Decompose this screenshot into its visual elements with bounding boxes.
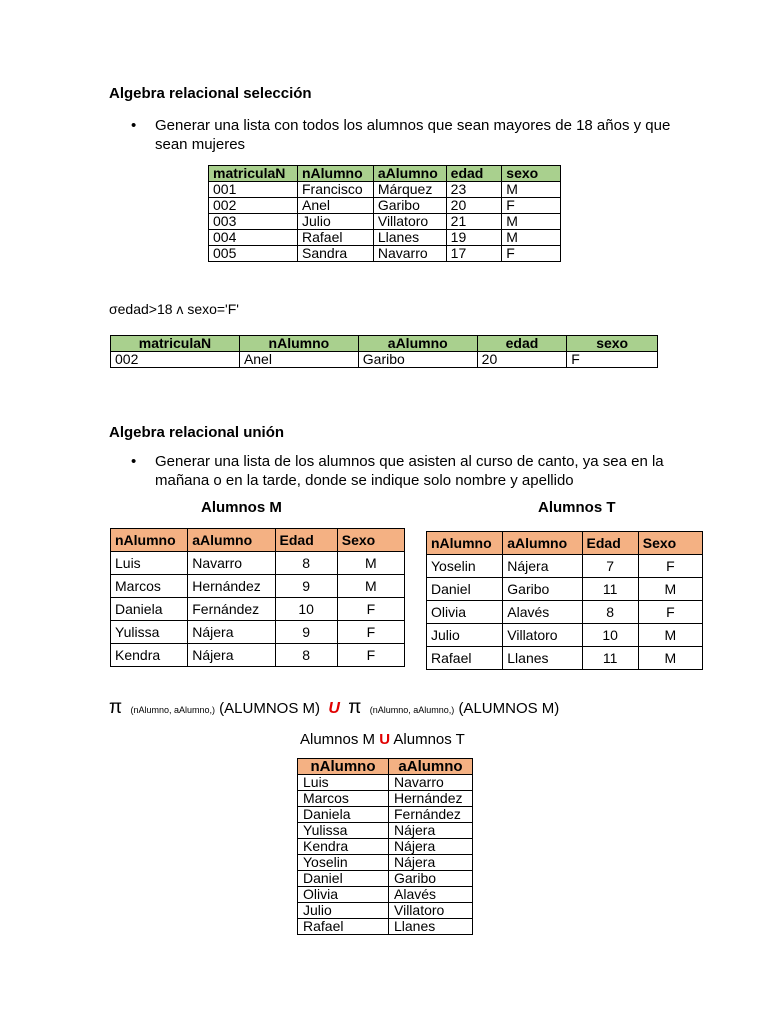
column-header: nAlumno bbox=[239, 336, 358, 352]
column-header: aAlumno bbox=[188, 529, 275, 552]
table-cell: 20 bbox=[446, 198, 502, 214]
table-cell: Garibo bbox=[373, 198, 446, 214]
table-row bbox=[298, 807, 473, 823]
table-cell: 003 bbox=[209, 214, 298, 230]
union-bullet bbox=[131, 452, 675, 490]
bullet-dot: • bbox=[131, 117, 137, 134]
column-header: matriculaN bbox=[111, 336, 240, 352]
table-cell: Nájera bbox=[389, 823, 473, 839]
table-cell: Yoselin bbox=[427, 555, 503, 578]
table-cell: Julio bbox=[427, 624, 503, 647]
table-cell: 10 bbox=[275, 598, 337, 621]
table-cell: F bbox=[502, 246, 561, 262]
table-cell: Julio bbox=[298, 214, 374, 230]
table-cell: F bbox=[337, 644, 404, 667]
table-cell: Olivia bbox=[427, 601, 503, 624]
selection-result-table bbox=[110, 335, 658, 368]
table-cell: Hernández bbox=[389, 791, 473, 807]
table-cell: Yulissa bbox=[298, 823, 389, 839]
alumnos-m-title: Alumnos M bbox=[201, 499, 282, 516]
column-header: aAlumno bbox=[503, 532, 582, 555]
table-row bbox=[298, 887, 473, 903]
table-cell: Garibo bbox=[503, 578, 582, 601]
table-cell: Villatoro bbox=[503, 624, 582, 647]
table-cell: Llanes bbox=[389, 919, 473, 935]
table-cell: Hernández bbox=[188, 575, 275, 598]
table-cell: 8 bbox=[275, 552, 337, 575]
table-row bbox=[427, 601, 703, 624]
table-cell: Daniela bbox=[298, 807, 389, 823]
table-cell: Navarro bbox=[373, 246, 446, 262]
table-cell: M bbox=[502, 214, 561, 230]
table-cell: F bbox=[638, 601, 702, 624]
projection-attrs-left: (nAlumno, aAlumno,) bbox=[130, 705, 215, 715]
table-cell: M bbox=[502, 230, 561, 246]
column-header: nAlumno bbox=[298, 166, 374, 182]
table-cell: Alavés bbox=[389, 887, 473, 903]
union-bullet-text: Generar una lista de los alumnos que asisten al curso de canto, ya sea en la mañana o en la tarde, donde se indique solo nombre y apellido bbox=[155, 453, 664, 489]
table-cell: Daniel bbox=[298, 871, 389, 887]
table-cell: 8 bbox=[582, 601, 638, 624]
table-cell: Garibo bbox=[389, 871, 473, 887]
projection-attrs-right: (nAlumno, aAlumno,) bbox=[369, 705, 455, 715]
column-header: aAlumno bbox=[373, 166, 446, 182]
table-row bbox=[111, 598, 405, 621]
table-cell: 17 bbox=[446, 246, 502, 262]
table-cell: Marcos bbox=[111, 575, 188, 598]
table-cell: 005 bbox=[209, 246, 298, 262]
column-header: aAlumno bbox=[358, 336, 477, 352]
table-header-row bbox=[209, 166, 561, 182]
projection-right-relation: (ALUMNOS M) bbox=[458, 700, 560, 717]
table-cell: 10 bbox=[582, 624, 638, 647]
table-row bbox=[111, 644, 405, 667]
caption-union-operator: U bbox=[379, 731, 391, 748]
union-operator: U bbox=[328, 700, 340, 717]
table-cell: Llanes bbox=[373, 230, 446, 246]
table-row bbox=[298, 871, 473, 887]
table-row bbox=[427, 647, 703, 670]
table-cell: Yoselin bbox=[298, 855, 389, 871]
selection-bullet-text: Generar una lista con todos los alumnos que sean mayores de 18 años y que sean mujeres bbox=[155, 117, 671, 153]
projection-left-relation: (ALUMNOS M) bbox=[219, 700, 321, 717]
table-cell: 002 bbox=[209, 198, 298, 214]
column-header: sexo bbox=[567, 336, 658, 352]
table-cell: Rafael bbox=[298, 230, 374, 246]
table-row bbox=[111, 621, 405, 644]
table-cell: Rafael bbox=[427, 647, 503, 670]
table-cell: Llanes bbox=[503, 647, 582, 670]
column-header: Sexo bbox=[638, 532, 702, 555]
table-cell: Nájera bbox=[188, 644, 275, 667]
selection-bullet bbox=[131, 116, 675, 154]
column-header: nAlumno bbox=[427, 532, 503, 555]
table-cell: 21 bbox=[446, 214, 502, 230]
table-cell: Francisco bbox=[298, 182, 374, 198]
table-cell: M bbox=[638, 647, 702, 670]
bullet-dot: • bbox=[131, 453, 137, 470]
table-cell: M bbox=[638, 624, 702, 647]
table-cell: Daniel bbox=[427, 578, 503, 601]
selection-expression: σedad>18 ʌ sexo='F' bbox=[109, 301, 239, 317]
table-row bbox=[298, 775, 473, 791]
column-header: Edad bbox=[582, 532, 638, 555]
table-cell: Nájera bbox=[389, 855, 473, 871]
table-row bbox=[111, 352, 658, 368]
alumnos-t-table bbox=[426, 531, 703, 670]
projection-expression bbox=[109, 697, 559, 719]
table-cell: Olivia bbox=[298, 887, 389, 903]
column-header: Sexo bbox=[337, 529, 404, 552]
table-cell: Kendra bbox=[111, 644, 188, 667]
table-cell: 23 bbox=[446, 182, 502, 198]
column-header: aAlumno bbox=[389, 759, 473, 775]
table-cell: Julio bbox=[298, 903, 389, 919]
table-cell: 001 bbox=[209, 182, 298, 198]
selection-heading: Algebra relacional selección bbox=[109, 85, 312, 102]
table-cell: Villatoro bbox=[389, 903, 473, 919]
table-row bbox=[209, 214, 561, 230]
table-header-row bbox=[111, 529, 405, 552]
table-cell: Navarro bbox=[389, 775, 473, 791]
column-header: Edad bbox=[275, 529, 337, 552]
table-cell: M bbox=[502, 182, 561, 198]
table-row bbox=[427, 578, 703, 601]
table-cell: Nájera bbox=[503, 555, 582, 578]
table-cell: Nájera bbox=[188, 621, 275, 644]
table-cell: 9 bbox=[275, 575, 337, 598]
table-row bbox=[209, 198, 561, 214]
table-row bbox=[209, 182, 561, 198]
table-row bbox=[111, 575, 405, 598]
table-row bbox=[209, 230, 561, 246]
column-header: nAlumno bbox=[298, 759, 389, 775]
table-row bbox=[298, 855, 473, 871]
table-cell: 002 bbox=[111, 352, 240, 368]
table-cell: 8 bbox=[275, 644, 337, 667]
table-cell: Márquez bbox=[373, 182, 446, 198]
union-result-table bbox=[297, 758, 473, 935]
table-row bbox=[111, 552, 405, 575]
table-header-row bbox=[427, 532, 703, 555]
table-cell: M bbox=[638, 578, 702, 601]
table-cell: 20 bbox=[477, 352, 567, 368]
table-row bbox=[298, 791, 473, 807]
table-cell: F bbox=[502, 198, 561, 214]
table-cell: F bbox=[337, 598, 404, 621]
table-row bbox=[298, 839, 473, 855]
table-cell: Fernández bbox=[188, 598, 275, 621]
table-cell: Luis bbox=[298, 775, 389, 791]
table-cell: 7 bbox=[582, 555, 638, 578]
table-cell: Yulissa bbox=[111, 621, 188, 644]
table-cell: Villatoro bbox=[373, 214, 446, 230]
caption-right: Alumnos T bbox=[393, 731, 465, 748]
table-cell: Garibo bbox=[358, 352, 477, 368]
table-cell: Kendra bbox=[298, 839, 389, 855]
column-header: edad bbox=[477, 336, 567, 352]
union-caption bbox=[300, 731, 465, 748]
table-cell: Daniela bbox=[111, 598, 188, 621]
table-cell: Anel bbox=[239, 352, 358, 368]
table-row bbox=[298, 903, 473, 919]
table-cell: 11 bbox=[582, 647, 638, 670]
column-header: edad bbox=[446, 166, 502, 182]
caption-left: Alumnos M bbox=[300, 731, 376, 748]
table-cell: M bbox=[337, 552, 404, 575]
table-row bbox=[427, 624, 703, 647]
table-cell: Rafael bbox=[298, 919, 389, 935]
table-cell: Navarro bbox=[188, 552, 275, 575]
table-row bbox=[209, 246, 561, 262]
table-row bbox=[298, 823, 473, 839]
table-cell: F bbox=[567, 352, 658, 368]
column-header: matriculaN bbox=[209, 166, 298, 182]
table-header-row bbox=[298, 759, 473, 775]
alumnos-m-table bbox=[110, 528, 405, 667]
table-cell: F bbox=[337, 621, 404, 644]
table-cell: 11 bbox=[582, 578, 638, 601]
alumnos-t-title: Alumnos T bbox=[538, 499, 616, 516]
column-header: nAlumno bbox=[111, 529, 188, 552]
table-cell: Nájera bbox=[389, 839, 473, 855]
union-heading: Algebra relacional unión bbox=[109, 424, 285, 441]
table-cell: Sandra bbox=[298, 246, 374, 262]
column-header: sexo bbox=[502, 166, 561, 182]
pi-symbol: π bbox=[109, 697, 123, 718]
table-cell: Alavés bbox=[503, 601, 582, 624]
table-cell: 9 bbox=[275, 621, 337, 644]
table-cell: Marcos bbox=[298, 791, 389, 807]
table-cell: Luis bbox=[111, 552, 188, 575]
table-cell: Fernández bbox=[389, 807, 473, 823]
students-table bbox=[208, 165, 561, 262]
table-cell: M bbox=[337, 575, 404, 598]
pi-symbol: π bbox=[348, 697, 362, 718]
table-header-row bbox=[111, 336, 658, 352]
table-cell: Anel bbox=[298, 198, 374, 214]
table-cell: F bbox=[638, 555, 702, 578]
table-cell: 19 bbox=[446, 230, 502, 246]
table-row bbox=[427, 555, 703, 578]
table-cell: 004 bbox=[209, 230, 298, 246]
table-row bbox=[298, 919, 473, 935]
